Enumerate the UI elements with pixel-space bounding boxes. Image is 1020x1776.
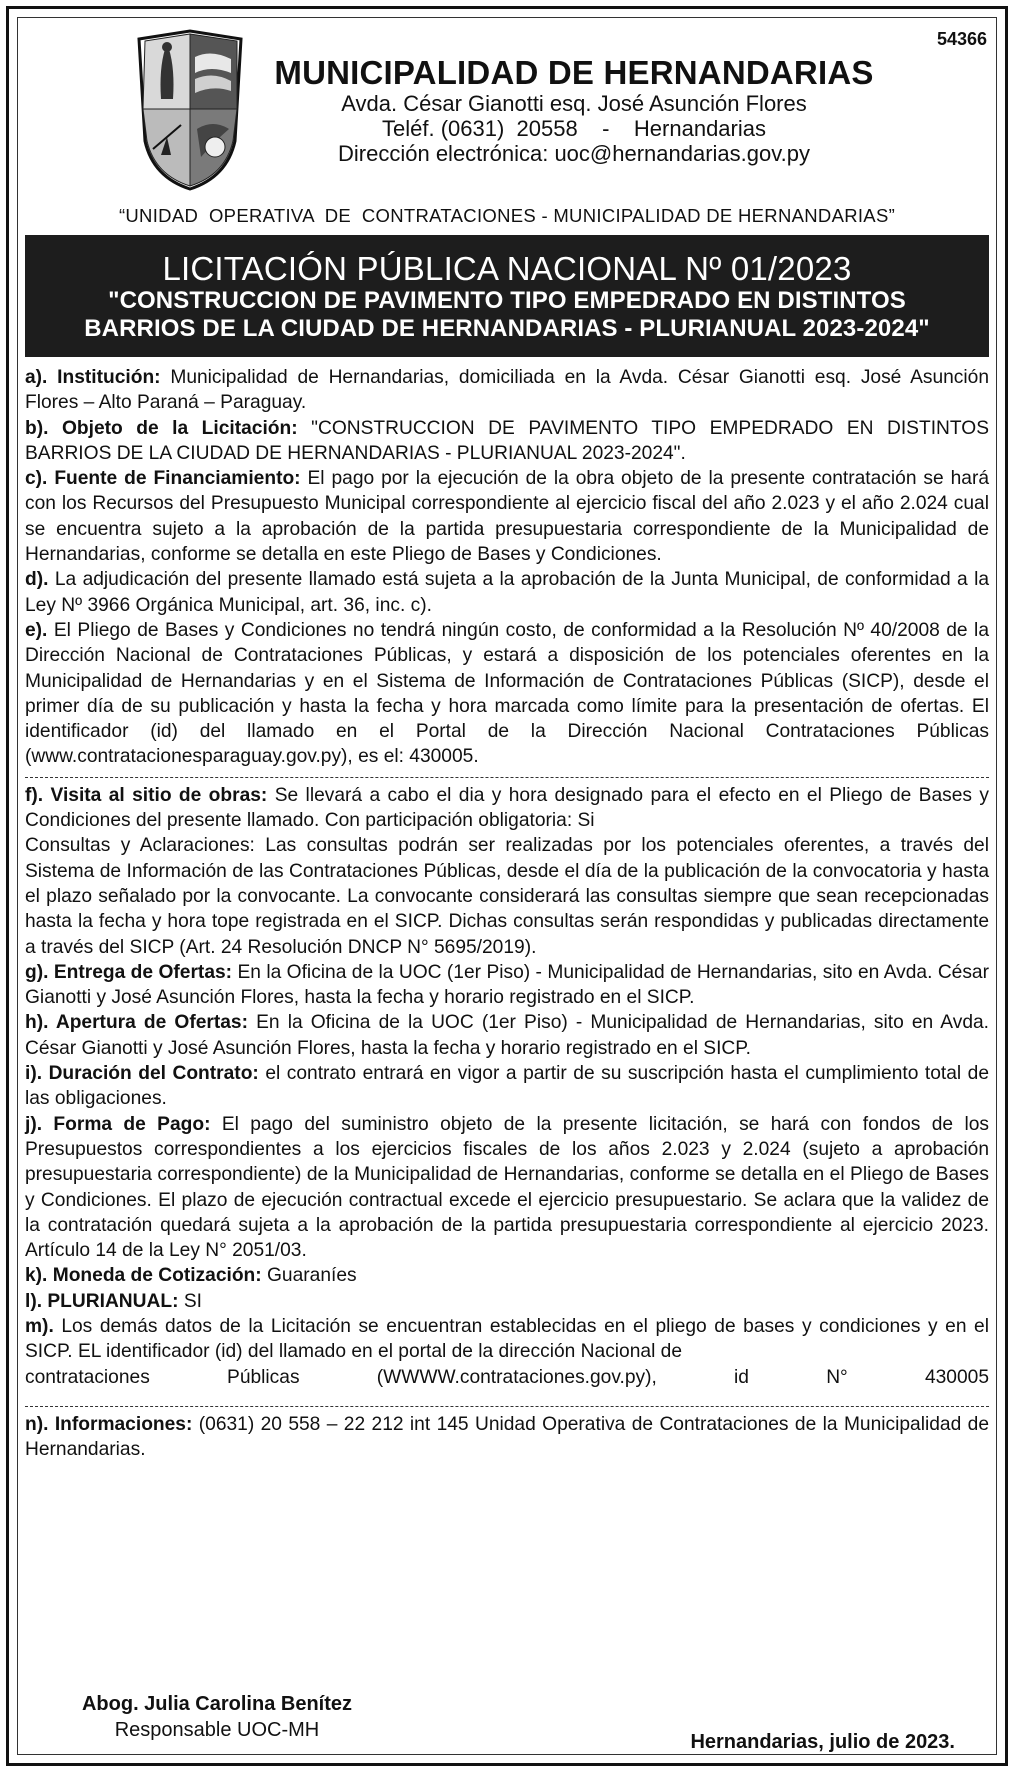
section-n (25, 1412, 989, 1463)
section-a-label: a). Institución: (25, 367, 161, 388)
section-k-label: k). Moneda de Cotización: (25, 1265, 262, 1287)
section-f-label: f). Visita al sitio de obras: (25, 784, 268, 806)
tender-title: LICITACIÓN PÚBLICA NACIONAL Nº 01/2023 (162, 250, 852, 287)
section-n-label: n). Informaciones: (25, 1413, 193, 1435)
section-h-text: En la Oficina de la UOC (1er Piso) - Municipalidad de Hernandarias, sito en Avda. César Gianotti y José Asunción Flores, hasta la fecha y horario registrado en el SICP. (25, 1012, 989, 1059)
section-k-text: Guaraníes (261, 1265, 357, 1287)
tender-subtitle-line-1: "CONSTRUCCION DE PAVIMENTO TIPO EMPEDRADO EN DISTINTOS (108, 287, 906, 314)
section-h (25, 1010, 989, 1061)
section-a (25, 365, 989, 416)
section-d-label: d). (25, 569, 49, 591)
section-i-label: i). Duración del Contrato: (25, 1063, 259, 1085)
section-c-text: El pago por la ejecución de la obra objeto de la presente contratación se hará con los Recursos del Presupuesto Municipal correspondiente al ejercicio fiscal del año 2.023 y el año 2.024 cual se encuentra sujeto a la aprobación de la partida presupuestaria correspondiente de la Municipalidad de Hernandarias, conforme se detalla en este Pliego de Bases y Condiciones. (25, 468, 990, 566)
unit-title: “UNIDAD OPERATIVA DE CONTRATACIONES - MUNICIPALIDAD DE HERNANDARIAS” (118, 205, 896, 226)
section-j-label: j). Forma de Pago: (25, 1113, 211, 1135)
section-b-text: "CONSTRUCCION DE PAVIMENTO TIPO EMPEDRADO EN DISTINTOS BARRIOS DE LA CIUDAD DE HERNANDARIAS - PLURIANUAL 2023-2024". (25, 417, 989, 464)
section-k (25, 1263, 989, 1288)
section-m (25, 1314, 989, 1365)
section-c-label: c). Fuente de Financiamiento: (25, 468, 301, 490)
section-f-text: Se llevará a cabo el dia y hora designado para el efecto en el Pliego de Bases y Condiciones del presente llamado. Con participación obligatoria: Si (25, 784, 989, 832)
section-g-text: En la Oficina de la UOC (1er Piso) - Municipalidad de Hernandarias, sito en Avda. César Gianotti y José Asunción Flores, hasta la fecha y horario registrado en el SICP. (25, 961, 989, 1009)
section-f (25, 783, 989, 834)
section-d (25, 567, 989, 618)
section-l (25, 1289, 989, 1314)
section-e-label: e). (25, 619, 48, 641)
section-h-label: h). Apertura de Ofertas: (25, 1012, 248, 1034)
signature-block (57, 1691, 377, 1743)
section-f-consultas: Consultas y Aclaraciones: Las consultas podrán ser realizadas por los potenciales oferentes, a través del Sistema de Información de las Contrataciones Públicas, desde el día de la publicación de la convocatoria y hasta el plazo señalado por la convocante. La convocante considerará las consultas siempre que sean recepcionadas hasta la fecha y hora tope registrada en el SICP. Dichas consultas serán respondidas y publicadas directamente a través del SICP (Art. 24 Resolución DNCP N° 5695/2019). (25, 835, 989, 958)
section-m-label: m). (25, 1315, 54, 1337)
section-b-label: b). Objeto de la Licitación: (25, 417, 298, 439)
section-d-text: La adjudicación del presente llamado está sujeta a la aprobación de la Junta Municipal, de conformidad a la Ley Nº 3966 Orgánica Municipal, art. 36, inc. c). (25, 569, 989, 616)
section-l-label: l). PLURIANUAL: (25, 1290, 179, 1312)
municipality-header (274, 55, 914, 166)
section-l-text: SI (178, 1290, 202, 1312)
section-c (25, 466, 989, 567)
legal-notice-page (6, 6, 1008, 1766)
municipality-name: MUNICIPALIDAD DE HERNANDARIAS (274, 54, 874, 91)
notice-body (25, 365, 989, 1462)
section-i-text: el contrato entrará en vigor a partir de su suscripción hasta el cumplimiento total de las obligaciones. (25, 1063, 989, 1110)
section-b (25, 416, 989, 467)
section-m-text: Los demás datos de la Licitación se encuentran establecidas en el pliego de bases y condiciones y en el SICP. EL identificador (id) del llamado en el portal de la dirección Nacional de (25, 1315, 989, 1363)
place-and-date: Hernandarias, julio de 2023. (690, 1731, 955, 1753)
signer-name: Abog. Julia Carolina Benítez (81, 1693, 353, 1715)
section-a-text: Municipalidad de Hernandarias, domiciliada en la Avda. César Gianotti esq. José Asunción Flores – Alto Paraná – Paraguay. (25, 367, 990, 414)
dashed-divider (25, 1406, 989, 1407)
municipality-email: Dirección electrónica: uoc@hernandarias.gov.py (338, 141, 810, 166)
tender-subtitle-line-2: BARRIOS DE LA CIUDAD DE HERNANDARIAS - PLURIANUAL 2023-2024" (84, 315, 930, 342)
section-i (25, 1061, 989, 1112)
section-e-text: El Pliego de Bases y Condiciones no tendrá ningún costo, de conformidad a la Resolución Nº 40/2008 de la Dirección Nacional de Contrataciones Públicas, y estará a disposición de los potenciales oferentes en la Municipalidad de Hernandarias y en el Sistema de Información de Contrataciones Públicas (SICP), desde el primer día de su publicación y hasta la fecha y hora marcada como límite para la presentación de ofertas. El identificador (id) del llamado en el Portal de la Dirección Nacional Contrataciones Públicas (www.contratacionesparaguay.gov.py), es el: 430005. (25, 619, 989, 768)
section-e (25, 618, 989, 770)
ad-number: 54366 (936, 29, 987, 49)
section-j-text: El pago del suministro objeto de la presente licitación, se hará con fondos de los Presupuestos correspondientes a los ejercicios fiscales de los años 2.023 y 2.024 (sujeto a aprobación presupuestaria correspondiente) de la Municipalidad de Hernandarias, conforme se detalla en el Pliego de Bases y Condiciones. El plazo de ejecución contractual excede el ejercicio presupuestario. Se aclara que la validez de la contratación quedará sujeta a la aprobación de la partida presupuestaria correspondiente al ejercicio 2023. Artículo 14 de la Ley N° 2051/03. (25, 1113, 989, 1262)
municipality-phone: Teléf. (0631) 20558 - Hernandarias (382, 116, 766, 141)
municipal-crest-icon (131, 29, 249, 191)
municipality-address: Avda. César Gianotti esq. José Asunción Flores (341, 91, 807, 116)
section-g (25, 960, 989, 1011)
section-g-label: g). Entrega de Ofertas: (25, 961, 233, 983)
section-j (25, 1112, 989, 1264)
section-n-text: (0631) 20 558 – 22 212 int 145 Unidad Operativa de Contrataciones de la Municipalidad de Hernandarias. (25, 1413, 989, 1461)
section-m-last-line: contrataciones Públicas (WWWW.contrataciones.gov.py), id N° 430005 (25, 1366, 989, 1388)
tender-title-box (25, 235, 989, 357)
dashed-divider (25, 777, 989, 778)
signer-role: Responsable UOC-MH (114, 1719, 320, 1741)
